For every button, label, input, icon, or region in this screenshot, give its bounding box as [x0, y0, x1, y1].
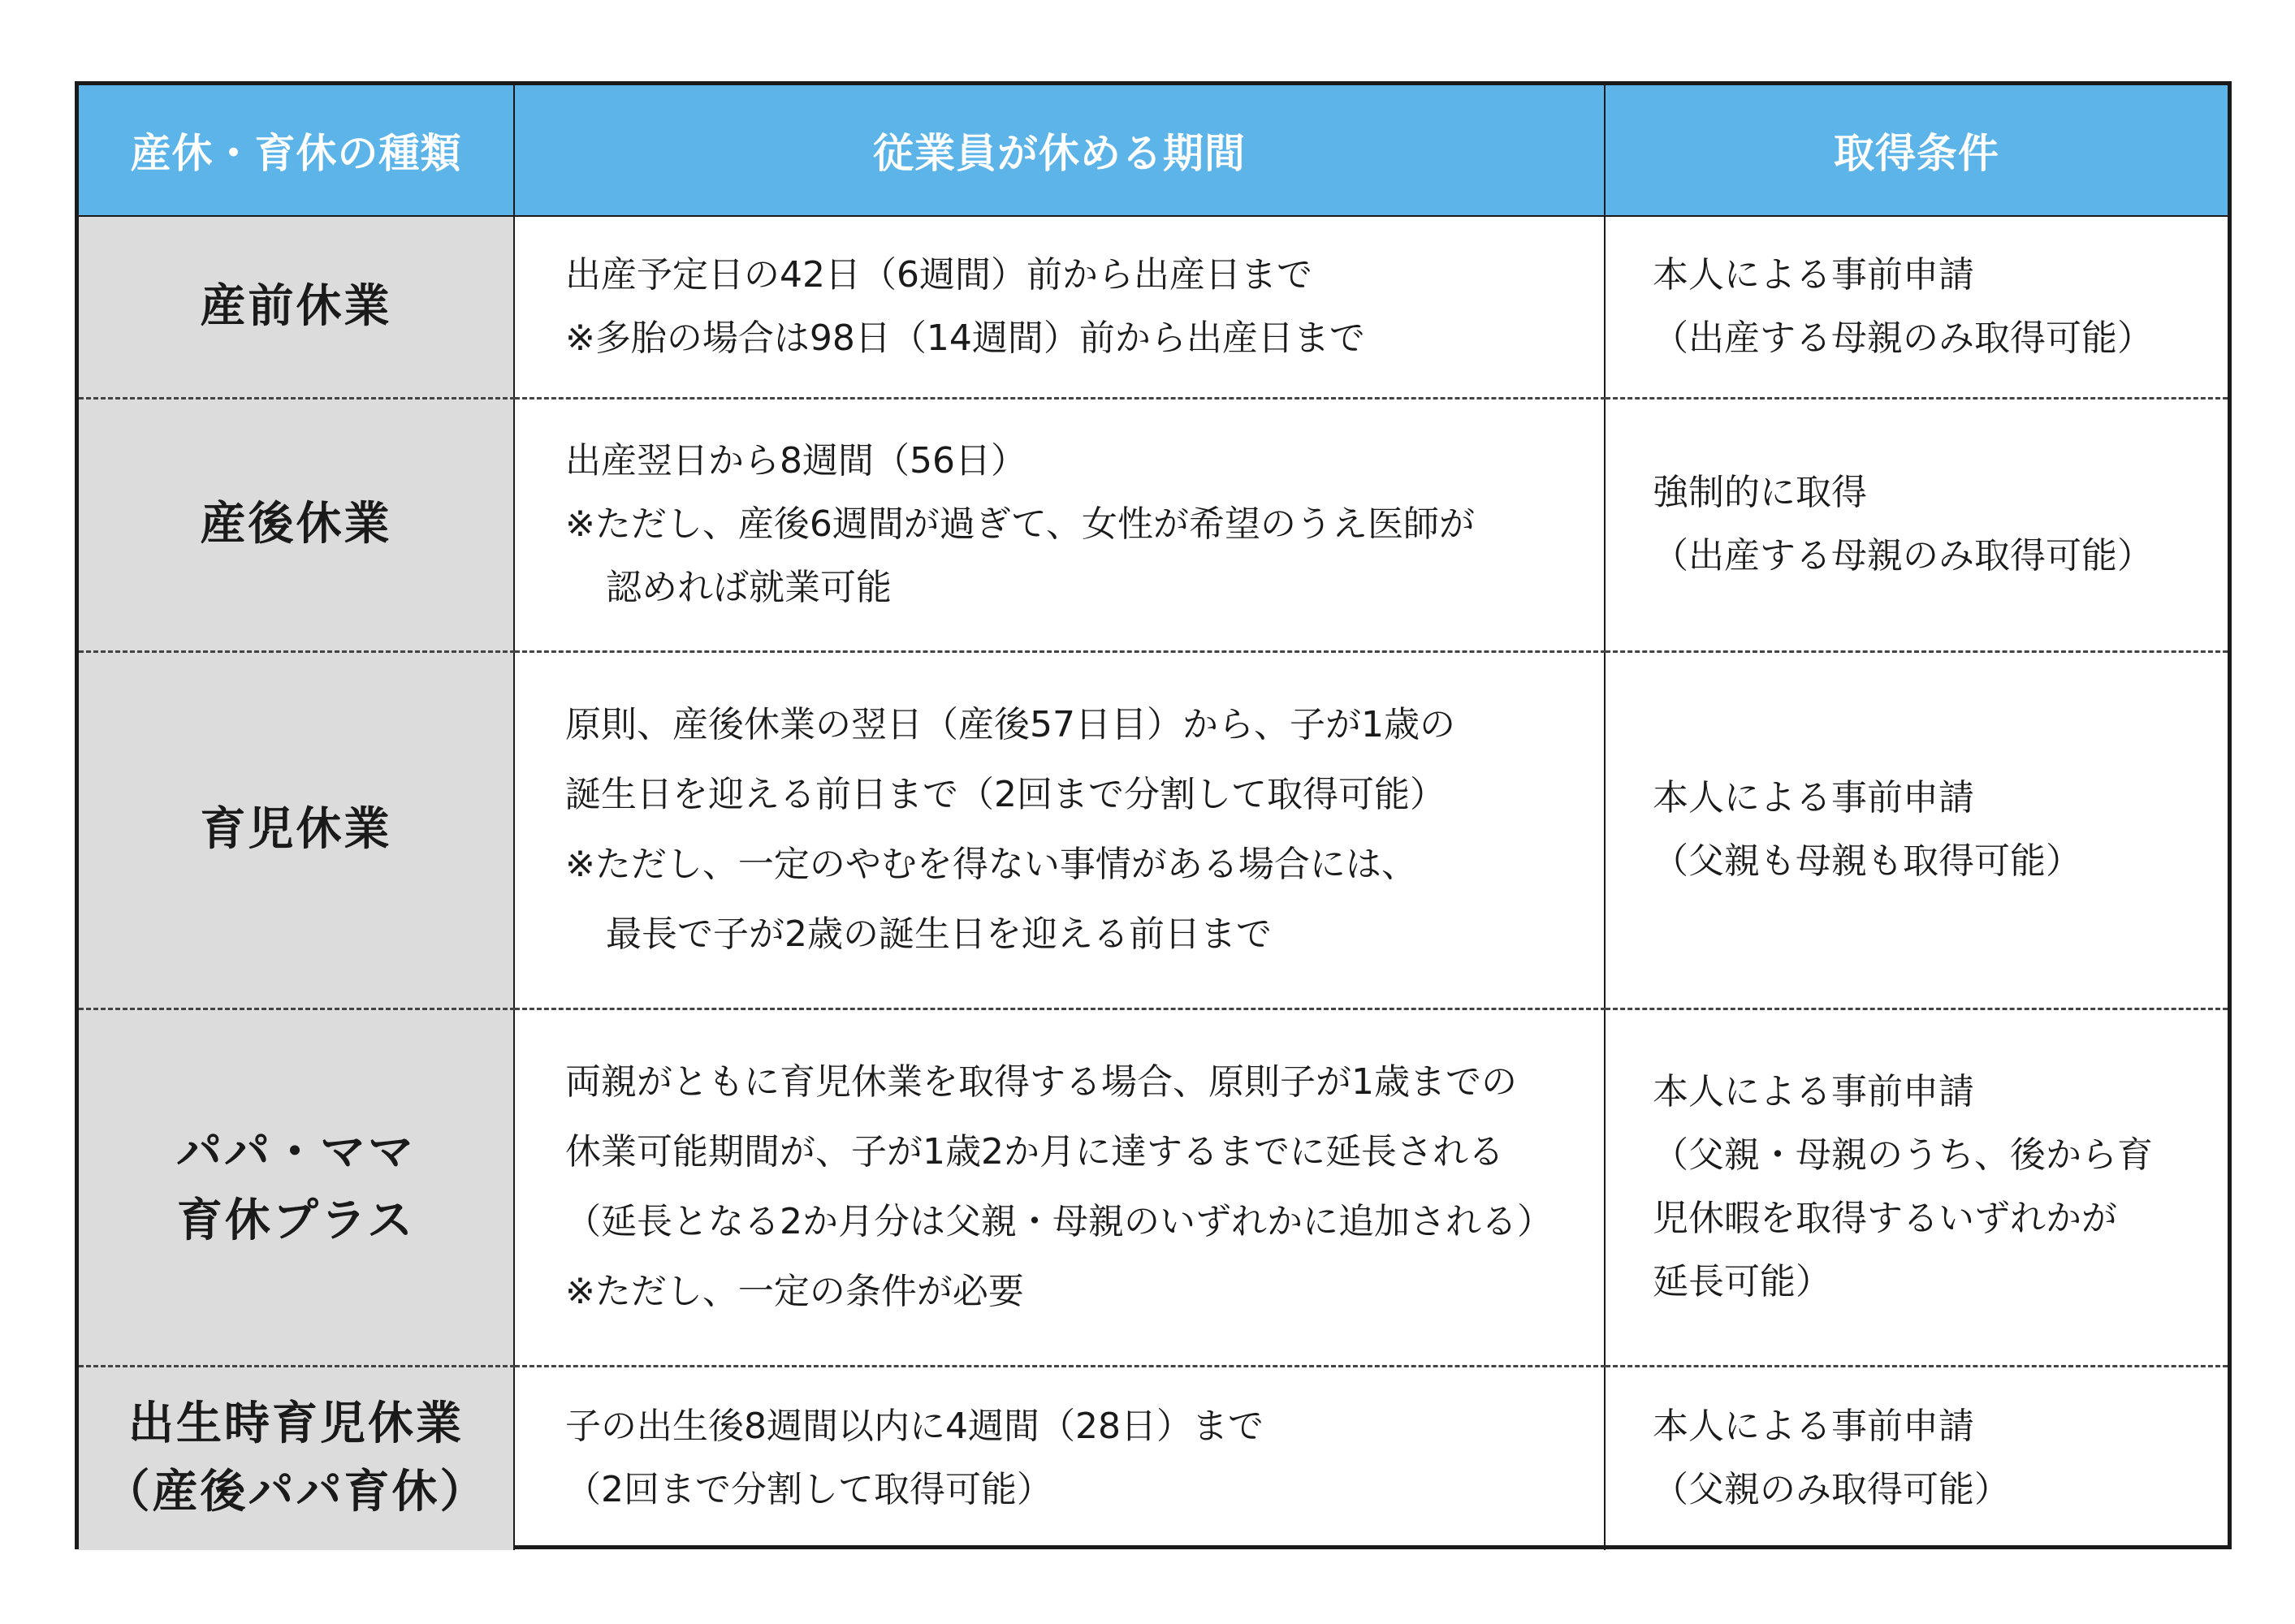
period-cell	[514, 1009, 1605, 1366]
condition-note: （父親のみ取得可能）	[1653, 1469, 2010, 1511]
condition-cell	[1605, 651, 2228, 1009]
header-period: 従業員が休める期間	[514, 85, 1605, 216]
period-line: 両親がともに育児休業を取得する場合、原則子が1歳までの	[565, 1061, 1517, 1103]
period-line: 出産翌日から8週間（56日）	[565, 440, 1026, 482]
type-label-continued: 育休プラス	[176, 1194, 416, 1247]
condition-note: 延長可能）	[1653, 1261, 1831, 1302]
period-cell	[514, 398, 1605, 651]
period-note-continued: 認めれば就業可能	[606, 567, 892, 608]
condition-note: （出産する母親のみ取得可能）	[1653, 317, 2153, 359]
condition-cell	[1605, 398, 2228, 651]
period-note: ※ただし、一定のやむを得ない事情がある場合には、	[565, 844, 1417, 885]
table-row-papa-mama-plus	[79, 1009, 2228, 1366]
type-label: 出生時育児休業	[128, 1397, 464, 1451]
period-cell	[514, 216, 1605, 398]
type-label: パパ・ママ	[176, 1126, 416, 1179]
type-cell	[79, 1009, 514, 1366]
type-cell	[79, 651, 514, 1009]
type-cell	[79, 216, 514, 398]
period-line: （延長となる2か月分は父親・母親のいずれかに追加される）	[565, 1201, 1553, 1242]
leave-types-table-frame	[75, 81, 2232, 1549]
condition-note: （父親も母親も取得可能）	[1653, 840, 2081, 882]
period-cell	[514, 651, 1605, 1009]
condition-line: 本人による事前申請	[1653, 253, 1974, 296]
header-row	[79, 85, 2228, 216]
period-line: 子の出生後8週間以内に4週間（28日）まで	[565, 1406, 1264, 1448]
header-type: 産休・育休の種類	[79, 85, 514, 216]
condition-cell	[1605, 1366, 2228, 1550]
table-row-birth-childcare-leave	[79, 1366, 2228, 1550]
condition-line: 強制的に取得	[1653, 472, 1867, 513]
period-note: ※ただし、産後6週間が過ぎて、女性が希望のうえ医師が	[565, 503, 1475, 545]
period-line: 誕生日を迎える前日まで（2回まで分割して取得可能）	[565, 774, 1446, 815]
period-note: ※多胎の場合は98日（14週間）前から出産日まで	[565, 317, 1365, 359]
type-label: 産後休業	[200, 498, 392, 551]
period-cell	[514, 1366, 1605, 1550]
condition-note: （父親・母親のうち、後から育	[1653, 1134, 2153, 1176]
condition-note: （出産する母親のみ取得可能）	[1653, 535, 2153, 577]
type-cell	[79, 1366, 514, 1550]
condition-line: 本人による事前申請	[1653, 777, 1974, 818]
condition-cell	[1605, 1009, 2228, 1366]
table-row-childcare-leave	[79, 651, 2228, 1009]
period-note: （2回まで分割して取得可能）	[565, 1469, 1052, 1511]
condition-cell	[1605, 216, 2228, 398]
period-line: 出産予定日の42日（6週間）前から出産日まで	[565, 253, 1312, 296]
table-row-postnatal-leave	[79, 398, 2228, 651]
type-label: 育児休業	[200, 803, 392, 856]
condition-note: 児休暇を取得するいずれかが	[1653, 1198, 2117, 1239]
type-label-continued: （産後パパ育休）	[104, 1466, 488, 1519]
type-label: 産前休業	[200, 279, 392, 333]
period-line: 休業可能期間が、子が1歳2か月に達するまでに延長される	[565, 1131, 1504, 1173]
period-note-continued: 最長で子が2歳の誕生日を迎える前日まで	[606, 914, 1272, 955]
period-note: ※ただし、一定の条件が必要	[565, 1271, 1024, 1312]
table-row-prenatal-leave	[79, 216, 2228, 398]
condition-line: 本人による事前申請	[1653, 1071, 1974, 1112]
type-cell	[79, 398, 514, 651]
condition-line: 本人による事前申請	[1653, 1406, 1974, 1448]
leave-types-table	[79, 85, 2228, 1550]
header-condition: 取得条件	[1605, 85, 2228, 216]
period-line: 原則、産後休業の翌日（産後57日目）から、子が1歳の	[565, 704, 1455, 745]
